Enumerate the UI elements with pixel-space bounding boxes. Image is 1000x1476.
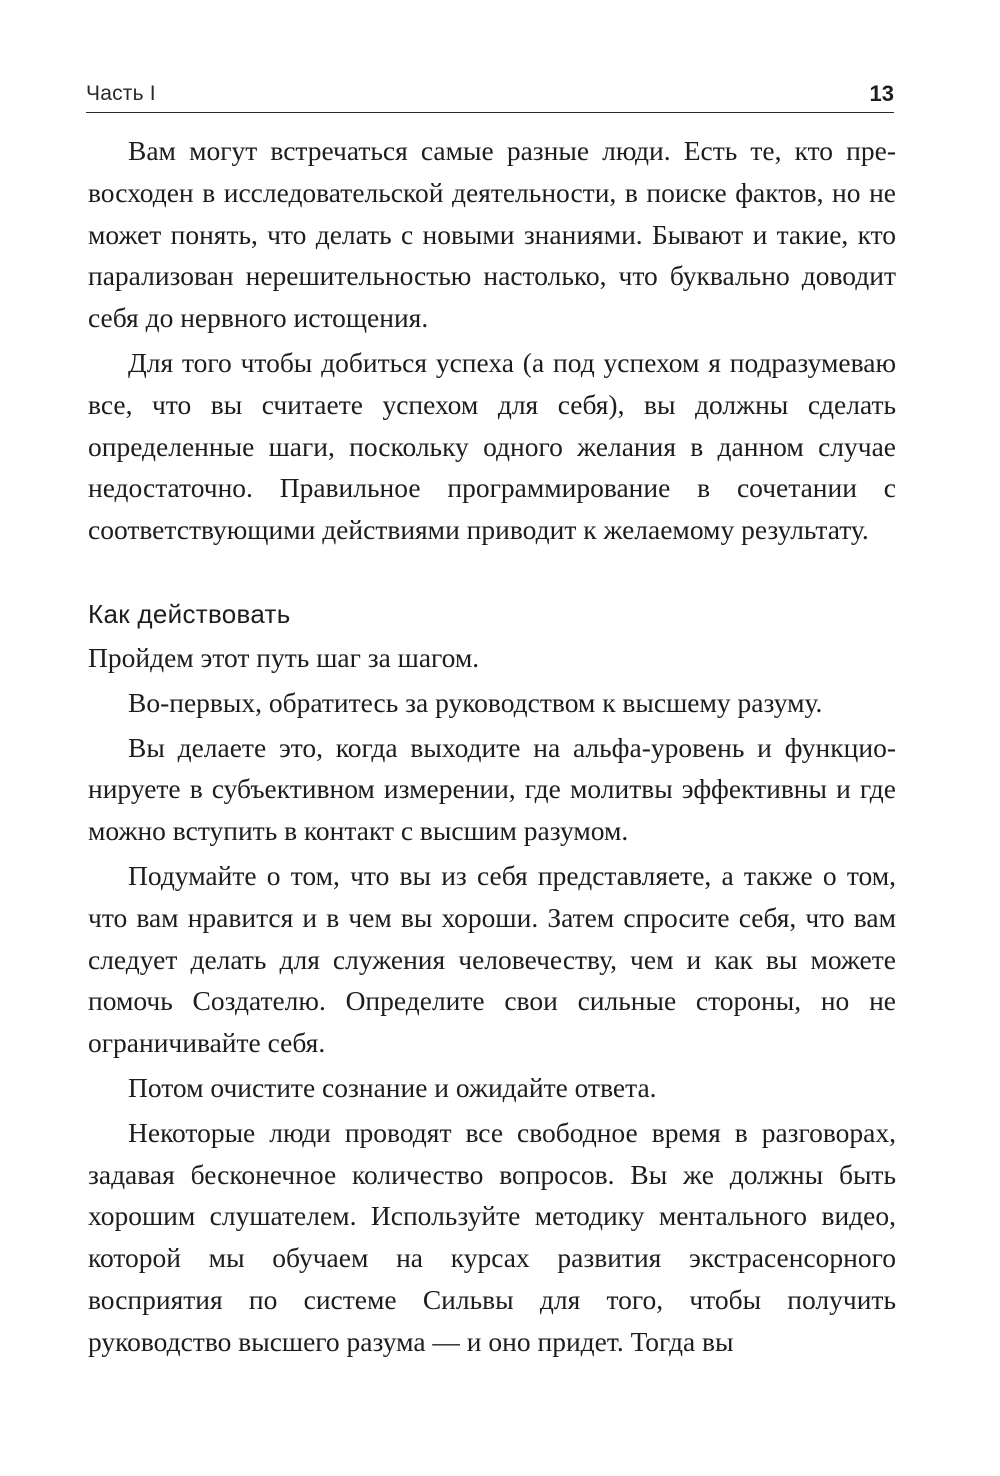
paragraph: Вам могут встречаться самые разные люди. Есть те, кто превосходен в исследовательской деятельности, в поиске фактов, но не может понять, что делать с новыми знаниями. Бывают и такие, кто парализован нерешительностью настолько, что буквально доводит себя до нервного истощения. [88, 135, 896, 334]
paragraph: Во-первых, обратитесь за руководством к высшему разуму. [128, 686, 823, 718]
paragraph: Пройдем этот путь шаг за шагом. [88, 641, 480, 673]
paragraph: Потом очистите сознание и ожидайте ответа. [128, 1071, 657, 1103]
page-number: 13 [869, 81, 894, 106]
paragraph: Для того чтобы добиться успеха (а под успехом я подразумеваю все, что вы считаете успехом для себя), вы должны сделать определенные шаги, поскольку одного желания в данном случае недостаточно. Правильное программирование в сочетании с соответствующими действиями приводит к желаемому результату. [88, 346, 896, 546]
body-text [88, 130, 896, 1366]
section-heading: Как действовать [88, 598, 291, 629]
paragraph: Вы делаете это, когда выходите на альфа-уровень и функционируете в субъективном измерении, где молитвы эффективны и где можно вступить в контакт с высшим разумом. [88, 731, 896, 847]
running-header [86, 82, 894, 113]
paragraph: Некоторые люди проводят все свободное время в разговорах, задавая бесконечное количество вопросов. Вы же должны быть хорошим слушателем. Используйте методику ментального видео, которой мы обучаем на курсах развития экстрасенсорного восприятия по системе Сильвы для того, чтобы получить руководство высшего разума — и оно придет. Тогда вы [88, 1116, 896, 1357]
paragraph: Подумайте о том, что вы из себя представляете, а также о том, что вам нравится и в чем вы хороши. Затем спросите себя, что вам следует делать для служения человечеству, чем и как вы можете помочь Создателю. Определите свои сильные стороны, но не ограничивайте себя. [88, 859, 896, 1059]
chapter-label: Часть I [86, 82, 156, 105]
